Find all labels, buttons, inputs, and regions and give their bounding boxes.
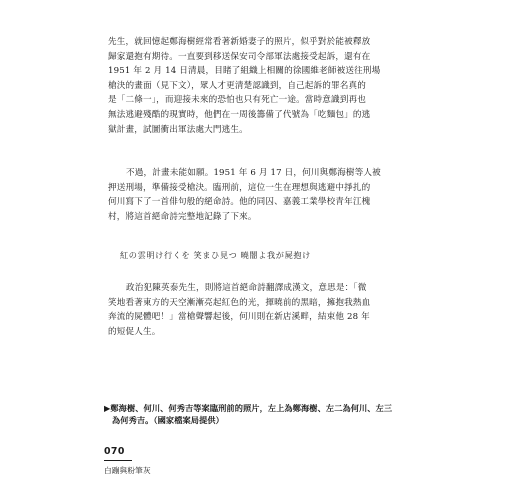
paragraph-3 bbox=[108, 281, 408, 339]
text-line: 不過，計畫未能如願。1951 年 6 月 17 日，何川與鄭海樹等人被 bbox=[126, 168, 381, 178]
text-line: 是「二條一」，而迎接未來的恐怕也只有死亡一途。當時意識到再也 bbox=[108, 95, 367, 106]
text-line: 押送刑場，準備接受槍決。臨刑前，這位一生在理想與逃避中掙扎的 bbox=[108, 182, 371, 193]
page-number: 070 bbox=[104, 446, 125, 457]
text-line: 奔流的屍體吧！」當槍聲響起後，何川則在新店溪畔，結束他 28 年 bbox=[108, 312, 370, 323]
text-line: 村，將這首絕命詩完整地記錄了下來。 bbox=[108, 211, 257, 222]
paragraph-2 bbox=[108, 166, 408, 224]
text-line: 先生，就回憶起鄭海樹經常看著新婚妻子的照片，似乎對於能被釋放 bbox=[108, 37, 371, 47]
text-line: 獄計畫，試圖衝出軍法處大門逃生。 bbox=[108, 124, 248, 135]
death-poem: 紅の雲明け行くを 笑まひ見つ 曉闇よ我が屍抱け bbox=[120, 250, 311, 260]
footer-rule bbox=[104, 460, 132, 461]
text-line: 歸家還抱有期待。一直要到移送保安司令部軍法處接受起訴，還有在 bbox=[108, 51, 371, 62]
text-line: 1951 年 2 月 14 日清晨，目睹了組織上相關的徐國維老師被送往刑場 bbox=[108, 66, 381, 77]
text-line: 無法逃避殘酷的現實時，他們在一周後籌備了代號為「吃麵包」的逃 bbox=[108, 109, 371, 120]
text-line: 何川寫下了一首俳句般的絕命詩。他的同囚、嘉義工業學校青年江槐 bbox=[108, 197, 371, 208]
text-line: 的短促人生。 bbox=[108, 326, 161, 337]
text-line: 政治犯陳英泰先生，則將這首絕命詩翻譯成漢文，意思是：「微 bbox=[126, 283, 367, 293]
photo-caption bbox=[104, 402, 414, 426]
text-line: 笑地看著東方的天空漸漸亮起紅色的光，揮曉前的黑暗，擁抱我熱血 bbox=[108, 297, 371, 308]
book-title: 白蹦與粉筆灰 bbox=[104, 466, 151, 475]
text-line: 槍決的畫面（見下文），眾人才更清楚認識到，自己起訴的罪名真的 bbox=[108, 80, 367, 91]
caption-line: 為何秀吉。（國家檔案局提供） bbox=[112, 415, 224, 426]
paragraph-1 bbox=[108, 35, 408, 137]
caption-line: ▶鄭海樹、何川、何秀吉等案臨刑前的照片，左上為鄭海樹、左二為何川、左三 bbox=[104, 403, 393, 413]
